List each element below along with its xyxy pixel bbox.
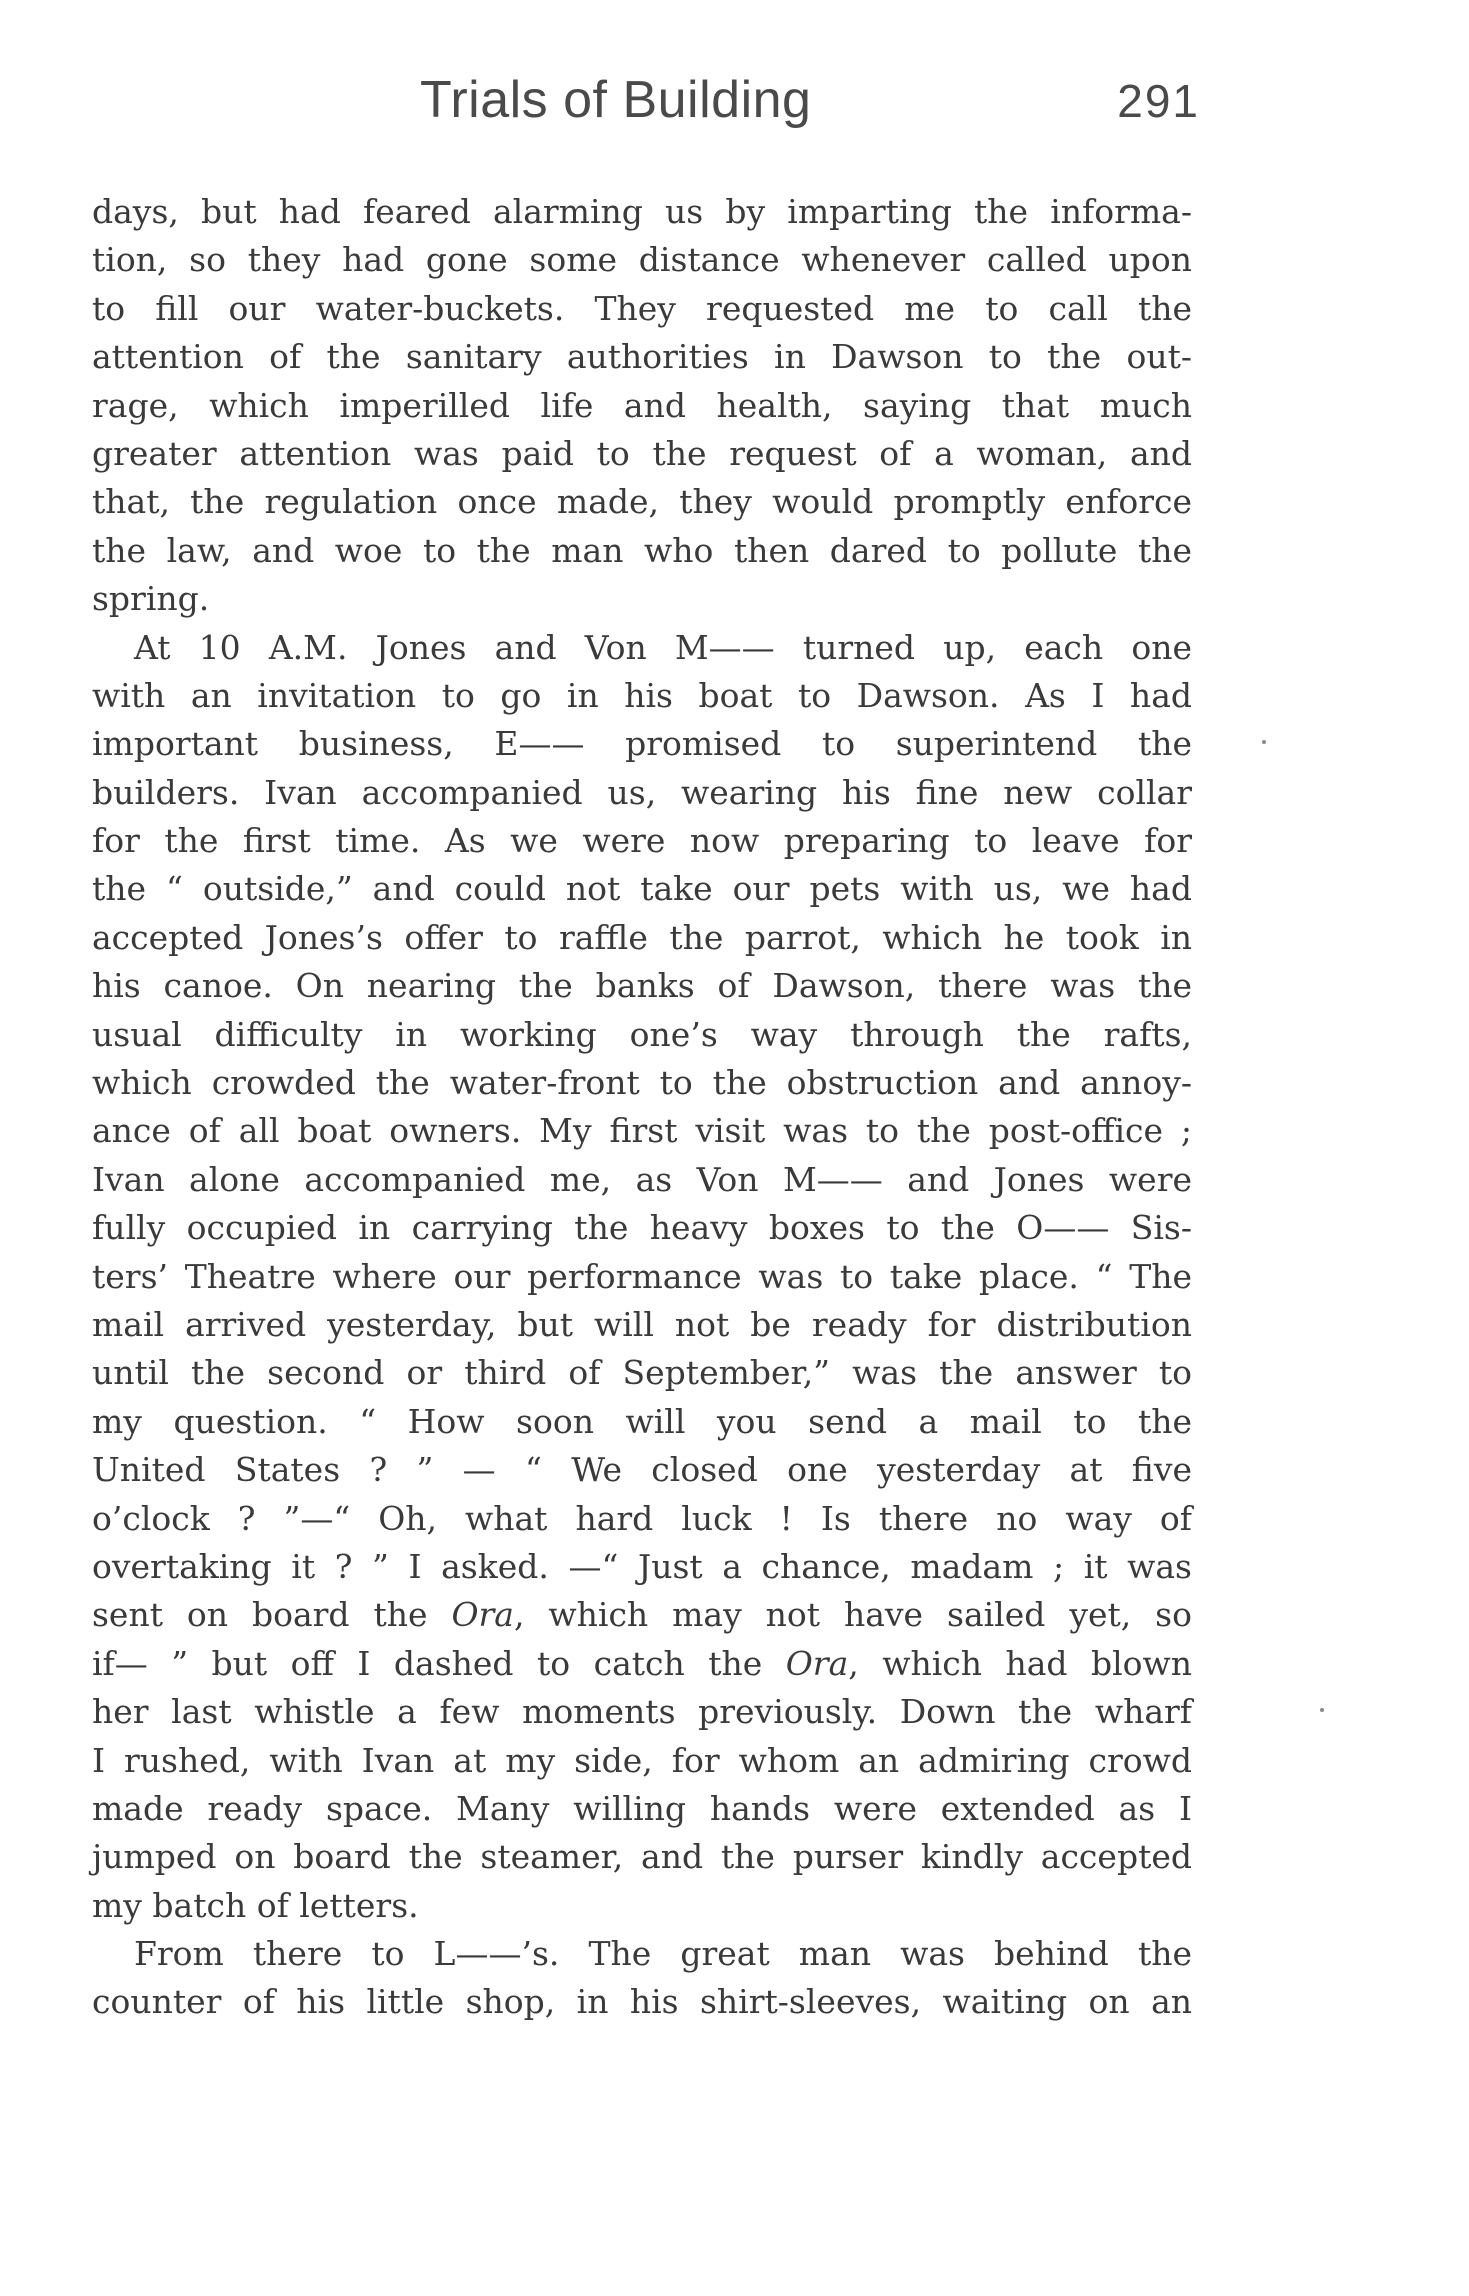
paragraph-start-line: At 10 A.M. Jones and Von M—— turned up, each one bbox=[134, 627, 1192, 667]
text-line: attention of the sanitary authorities in Dawson to the out- bbox=[92, 337, 1192, 377]
text-line: my question. “ How soon will you send a mail to the bbox=[92, 1401, 1192, 1441]
text-line: spring. bbox=[92, 579, 210, 619]
text-line: Ivan alone accompanied me, as Von M—— and Jones were bbox=[92, 1159, 1192, 1199]
text-line: that, the regulation once made, they would promptly enforce bbox=[92, 482, 1192, 522]
text-line: overtaking it ? ” I asked. —“ Just a chance, madam ; it was bbox=[92, 1546, 1192, 1586]
text-line: to fill our water-buckets. They requested me to call the bbox=[92, 288, 1192, 328]
text-line: tion, so they had gone some distance whenever called upon bbox=[92, 240, 1192, 280]
text-run: sent on board the bbox=[92, 1595, 428, 1635]
text-line: fully occupied in carrying the heavy boxes to the O—— Sis- bbox=[92, 1208, 1192, 1248]
text-line: important business, E—— promised to superintend the bbox=[92, 724, 1192, 764]
text-line: days, but had feared alarming us by imparting the informa- bbox=[92, 192, 1192, 231]
text-line bbox=[92, 1591, 1192, 1639]
print-speck bbox=[1320, 1708, 1324, 1712]
text-line: my batch of letters. bbox=[92, 1885, 419, 1925]
text-run: , which had blown bbox=[848, 1643, 1192, 1683]
print-speck bbox=[1262, 740, 1266, 744]
page-number: 291 bbox=[1117, 75, 1200, 127]
text-line: ance of all boat owners. My first visit was to the post-office ; bbox=[92, 1111, 1192, 1151]
text-line: o’clock ? ”—“ Oh, what hard luck ! Is there no way of bbox=[92, 1498, 1192, 1538]
running-title: Trials of Building bbox=[420, 71, 812, 129]
text-line: United States ? ” — “ We closed one yesterday at five bbox=[92, 1450, 1192, 1490]
text-line: for the first time. As we were now preparing to leave for bbox=[92, 821, 1192, 861]
text-line: mail arrived yesterday, but will not be ready for distribution bbox=[92, 1304, 1192, 1344]
text-line: until the second or third of September,” was the answer to bbox=[92, 1353, 1192, 1393]
text-line: greater attention was paid to the request of a woman, and bbox=[92, 433, 1192, 473]
text-run: if— ” but off I dashed to catch the bbox=[92, 1643, 763, 1683]
text-line: his canoe. On nearing the banks of Dawson, there was the bbox=[92, 966, 1192, 1006]
paragraph-start-line: From there to L——’s. The great man was behind the bbox=[134, 1934, 1192, 1974]
ship-name: Ora bbox=[451, 1595, 514, 1635]
text-line: jumped on board the steamer, and the purser kindly accepted bbox=[92, 1837, 1192, 1877]
text-line: made ready space. Many willing hands were extended as I bbox=[92, 1788, 1192, 1828]
text-line: builders. Ivan accompanied us, wearing his fine new collar bbox=[92, 772, 1192, 812]
text-line: rage, which imperilled life and health, saying that much bbox=[92, 385, 1192, 425]
text-line: the “ outside,” and could not take our pets with us, we had bbox=[92, 869, 1192, 909]
text-line: her last whistle a few moments previously. Down the wharf bbox=[92, 1692, 1192, 1732]
text-line: counter of his little shop, in his shirt-sleeves, waiting on an bbox=[92, 1982, 1192, 2022]
running-head bbox=[420, 70, 1200, 140]
text-line: usual difficulty in working one’s way through the rafts, bbox=[92, 1014, 1192, 1054]
ship-name: Ora bbox=[785, 1643, 849, 1683]
text-line: ters’ Theatre where our performance was to take place. “ The bbox=[92, 1256, 1192, 1296]
text-line: which crowded the water-front to the obstruction and annoy- bbox=[92, 1063, 1192, 1103]
text-line: accepted Jones’s offer to raffle the parrot, which he took in bbox=[92, 917, 1192, 957]
text-line: the law, and woe to the man who then dared to pollute the bbox=[92, 530, 1192, 570]
text-line bbox=[92, 1640, 1192, 1688]
text-line: with an invitation to go in his boat to Dawson. As I had bbox=[92, 675, 1192, 715]
text-run: , which may not have sailed yet, so bbox=[513, 1595, 1192, 1635]
text-line: I rushed, with Ivan at my side, for whom an admiring crowd bbox=[92, 1740, 1192, 1780]
body-text bbox=[92, 188, 1192, 2027]
